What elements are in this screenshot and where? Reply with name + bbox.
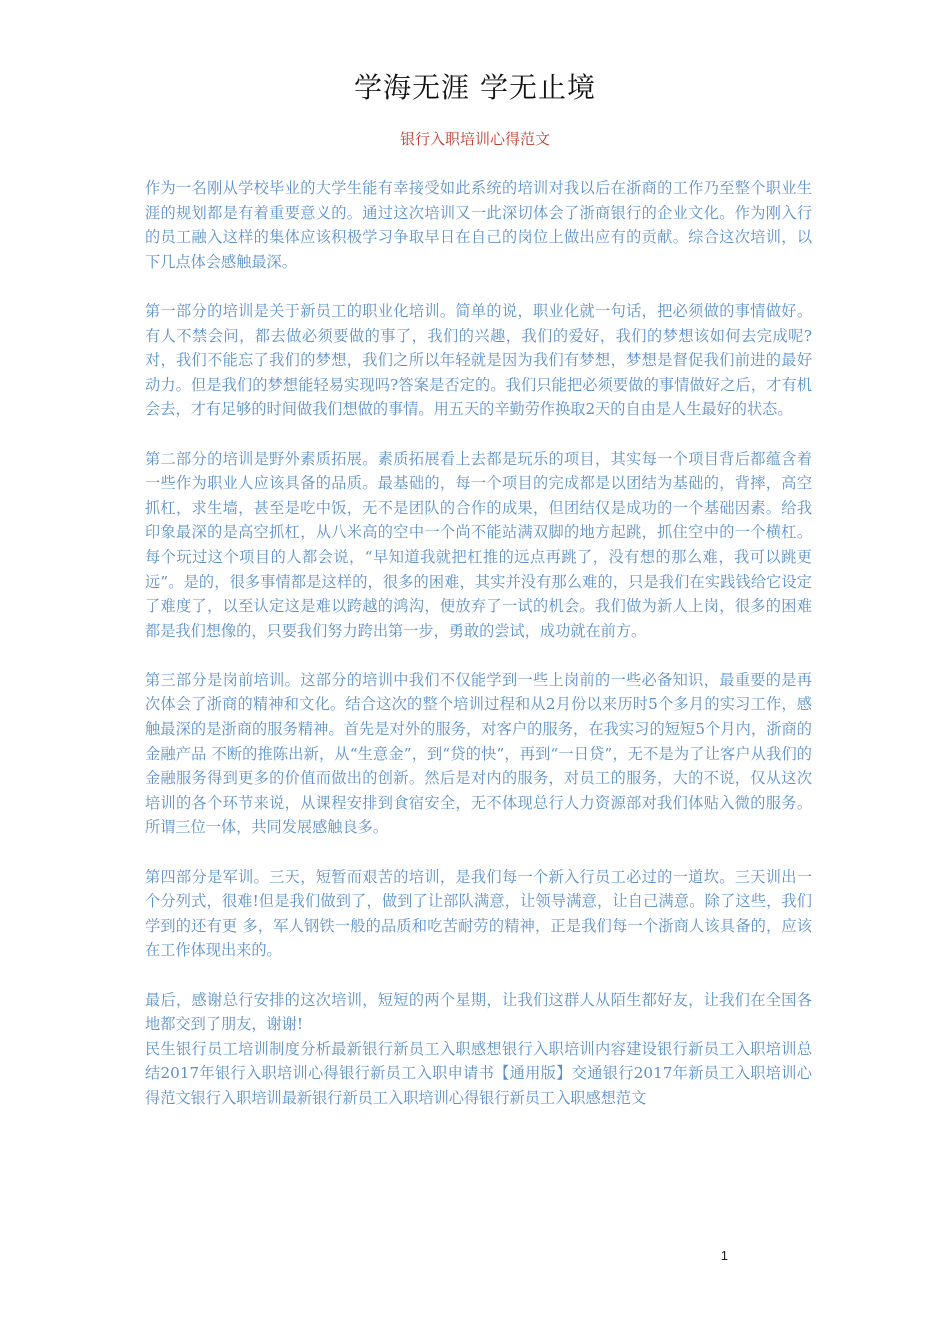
related-links-text: 民生银行员工培训制度分析最新银行新员工入职感想银行入职培训内容建设银行新员工入职培训总结2017年银行入职培训心得银行新员工入职申请书【通用版】交通银行2017年新员工入职培训心得范文银行入职培训最新银行新员工入职培训心得银行新员工入职感想范文 (145, 1039, 812, 1107)
body-paragraph-part-four: 第四部分是军训。三天，短暂而艰苦的培训，是我们每一个新入行员工必过的一道坎。三天训出一个分列式，很难!但是我们做到了，做到了让部队满意，让领导满意，让自己满意。除了这些，我们学到的还有更 多，军人钢铁一般的品质和吃苦耐劳的精神，正是我们每一个浙商人该具备的，应该在工作体现出来的。 (145, 867, 812, 960)
page-header-title: 学海无涯 学无止境 (354, 71, 596, 104)
body-paragraph-closing: 最后，感谢总行安排的这次培训，短短的两个星期，让我们这群人从陌生都好友，让我们在全国各地都交到了朋友，谢谢! (145, 990, 812, 1034)
page-number: 1 (720, 1248, 728, 1263)
document-body (145, 176, 812, 1111)
body-paragraph-part-two: 第二部分的培训是野外素质拓展。素质拓展看上去都是玩乐的项目，其实每一个项目背后都蕴含着一些作为职业人应该具备的品质。最基础的，每一个项目的完成都是以团结为基础的，背摔，高空抓杠，求生墙，甚至是吃中饭，无不是团队的合作的成果，但团结仅是成功的一个基础因素。给我印象最深的是高空抓杠，从八米高的空中一个尚不能站满双脚的地方起跳，抓住空中的一个横杠。每个玩过这个项目的人都会说，“早知道我就把杠推的远点再跳了，没有想的那么难，我可以跳更远”。是的，很多事情都是这样的，很多的困难，其实并没有那么难的，只是我们在实践钱给它设定了难度了，以至认定这是难以跨越的鸿沟，便放弃了一试的机会。我们做为新人上岗，很多的困难都是我们想像的，只要我们努力跨出第一步，勇敢的尝试，成功就在前方。 (145, 449, 812, 640)
document-title: 银行入职培训心得范文 (399, 130, 550, 148)
body-paragraph-part-one: 第一部分的培训是关于新员工的职业化培训。简单的说，职业化就一句话，把必须做的事情做好。有人不禁会问，都去做必须要做的事了，我们的兴趣，我们的爱好，我们的梦想该如何去完成呢?对，我们不能忘了我们的梦想，我们之所以年轻就是因为我们有梦想，梦想是督促我们前进的最好动力。但是我们的梦想能轻易实现吗?答案是否定的。我们只能把必须要做的事情做好之后，才有机会去，才有足够的时间做我们想做的事情。用五天的辛勤劳作换取2天的自由是人生最好的状态。 (145, 301, 812, 419)
body-paragraph-part-three: 第三部分是岗前培训。这部分的培训中我们不仅能学到一些上岗前的一些必备知识，最重要的是再次体会了浙商的精神和文化。结合这次的整个培训过程和从2月份以来历时5个多月的实习工作，感触最深的是浙商的服务精神。首先是对外的服务，对客户的服务，在我实习的短短5个月内，浙商的金融产品 不断的推陈出新，从“生意金”，到“贷的快”，再到“一日贷”，无不是为了让客户从我们的金融服务得到更多的价值而做出的创新。然后是对内的服务，对员工的服务，大的不说，仅从这次培训的各个环节来说，从课程安排到食宿安全，无不体现总行人力资源部对我们体贴入微的服务。所谓三位一体，共同发展感触良多。 (145, 670, 812, 837)
body-paragraph-intro: 作为一名刚从学校毕业的大学生能有幸接受如此系统的培训对我以后在浙商的工作乃至整个职业生涯的规划都是有着重要意义的。通过这次培训又一此深切体会了浙商银行的企业文化。作为刚入行的员工融入这样的集体应该积极学习争取早日在自己的岗位上做出应有的贡献。综合这次培训，以下几点体会感触最深。 (145, 179, 812, 271)
